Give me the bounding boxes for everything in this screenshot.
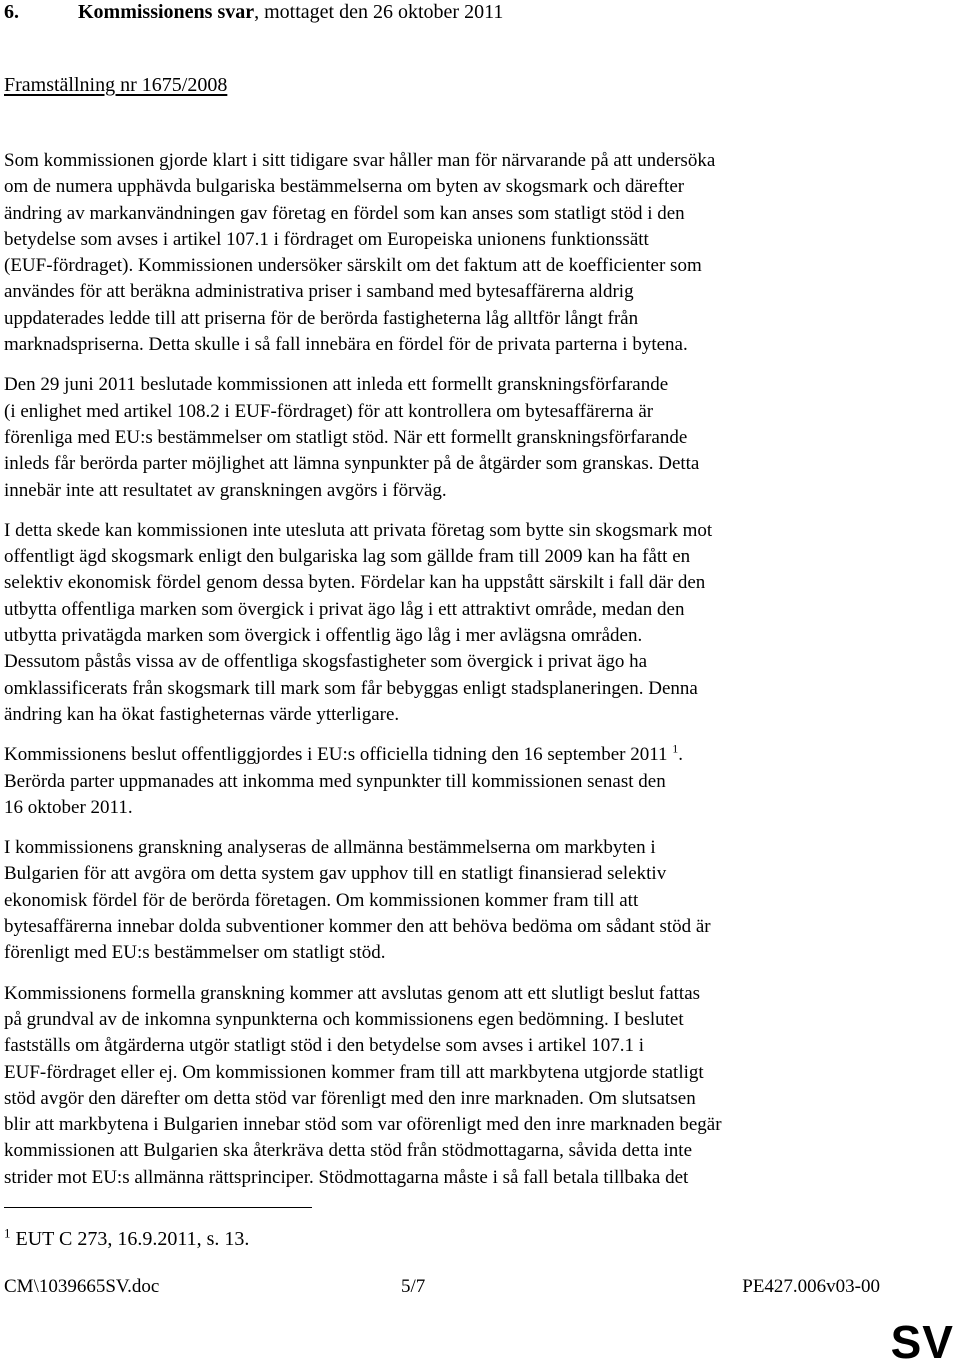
text-line (4, 742, 956, 768)
heading-title-rest: , mottaget den 26 oktober 2011 (254, 1, 504, 23)
footnote-reference[interactable]: 1 (672, 741, 679, 756)
text-line: utbytta privatägda marken som övergick i offentlig ägo låg i mer avlägsna områden. (4, 625, 643, 647)
text-line: (EUF-fördraget). Kommissionen undersöker särskilt om det faktum att de koefficienter som (4, 255, 702, 277)
petition-reference: Framställning nr 1675/2008 (4, 74, 228, 96)
text-line: Den 29 juni 2011 beslutade kommissionen att inleda ett formellt granskningsförfarande (4, 374, 669, 396)
footnote-divider (4, 1207, 312, 1208)
text-line: offentligt ägd skogsmark enligt den bulgariska lag som gällde fram till 2009 kan ha fått en (4, 546, 691, 568)
text-line: inleds får berörda parter möjlighet att lämna synpunkter på de åtgärder som granskas. Detta (4, 453, 700, 475)
text-line: I detta skede kan kommissionen inte utesluta att privata företag som bytte sin skogsmark mot (4, 519, 713, 541)
text-line: selektiv ekonomisk fördel genom dessa byten. Fördelar kan ha uppstått särskilt i fall där den (4, 572, 706, 594)
text-line-content: Kommissionens beslut offentliggjordes i EU:s officiella tidning den 16 september 2011 (4, 744, 668, 766)
paragraph-5 (4, 835, 956, 966)
heading-title-bold: Kommissionens svar (78, 1, 255, 23)
document-page (4, 0, 956, 1366)
footer-document-id: CM\1039665SV.doc (4, 1276, 160, 1297)
text-line: kommissionen att Bulgarien ska återkräva detta stöd från stödmottagarna, såvida detta inte (4, 1140, 693, 1162)
footnote-text: EUT C 273, 16.9.2011, s. 13. (10, 1228, 250, 1250)
text-line: I kommissionens granskning analyseras de allmänna bestämmelserna om markbyten i (4, 837, 656, 859)
text-line: fastställs om åtgärderna utgör statligt stöd i den betydelse som avses i artikel 107.1 i (4, 1035, 645, 1057)
text-line: användes för att beräkna administrativa priser i samband med bytesaffärerna aldrig (4, 281, 634, 303)
text-line: ekonomisk fördel för de berörda företagen. Om kommissionen kommer fram till att (4, 889, 639, 911)
sentence-period: . (678, 744, 683, 766)
text-line: innebär inte att resultatet av granskningen avgörs i förväg. (4, 479, 447, 501)
text-line: uppdaterades ledde till att priserna för de berörda fastigheterna låg alltför långt från (4, 307, 639, 329)
paragraph-4 (4, 742, 956, 821)
text-line: Dessutom påstås vissa av de offentliga skogsfastigheter som övergick i privat ägo ha (4, 651, 648, 673)
text-line: ändring kan ha ökat fastigheternas värde ytterligare. (4, 703, 400, 725)
text-line: Som kommissionen gjorde klart i sitt tidigare svar håller man för närvarande på att undersöka (4, 150, 716, 171)
section-heading (4, 0, 503, 24)
text-line: marknadspriserna. Detta skulle i så fall innebära en fördel för de privata parterna i bytena. (4, 334, 688, 356)
footnote (4, 1225, 249, 1253)
text-line: stöd avgör den därefter om detta stöd var förenligt med den inre marknaden. Om slutsatsen (4, 1087, 696, 1109)
paragraph-2 (4, 372, 956, 503)
paragraph-3 (4, 518, 956, 728)
text-line: om de numera upphävda bulgariska bestämmelserna om byten av skogsmark och därefter (4, 176, 685, 198)
text-line: blir att markbytena i Bulgarien innebar stöd som var oförenligt med den inre marknaden begär (4, 1114, 722, 1136)
text-line: Kommissionens formella granskning kommer att avslutas genom att ett slutligt beslut fattas (4, 982, 701, 1004)
body-text (4, 148, 956, 1205)
text-line: (i enlighet med artikel 108.2 i EUF-fördraget) för att kontrollera om bytesaffärerna är (4, 400, 654, 422)
text-line: ändring av markanvändningen gav företag en fördel som kan anses som statligt stöd i den (4, 202, 685, 224)
text-line: förenligt med EU:s bestämmelser om statligt stöd. (4, 942, 386, 964)
text-line: omklassificerats från skogsmark till mark som får bebyggas enligt stadsplaneringen. Denna (4, 677, 698, 699)
text-line: Bulgarien för att avgöra om detta system gav upphov till en statligt finansierad selektiv (4, 863, 667, 885)
text-line: 16 oktober 2011. (4, 796, 133, 818)
section-number: 6. (4, 1, 19, 23)
text-line: Berörda parter uppmanades att inkomma med synpunkter till kommissionen senast den (4, 770, 666, 792)
paragraph-6 (4, 981, 956, 1191)
text-line: strider mot EU:s allmänna rättsprinciper. Stödmottagarna måste i så fall betala tillbaka det (4, 1166, 689, 1188)
paragraph-1 (4, 148, 956, 358)
footer-reference: PE427.006v03-00 (742, 1276, 880, 1297)
footnote-number: 1 (4, 1225, 11, 1241)
text-line: EUF-fördraget eller ej. Om kommissionen kommer fram till att markbytena utgjorde statligt (4, 1061, 704, 1083)
text-line: utbytta offentliga marken som övergick i privat ägo låg i ett attraktivt område, medan den (4, 598, 685, 620)
footer-page-number: 5/7 (401, 1276, 426, 1297)
text-line: på grundval av de inkomna synpunkterna och kommissionens egen bedömning. I beslutet (4, 1008, 684, 1030)
text-line: bytesaffärerna innebar dolda subventioner kommer den att behöva bedöma om sådant stöd är (4, 916, 711, 938)
text-line: förenliga med EU:s bestämmelser om statligt stöd. När ett formellt granskningsförfarande (4, 426, 688, 448)
text-line: betydelse som avses i artikel 107.1 i fördraget om Europeiska unionens funktionssätt (4, 228, 649, 250)
language-badge: SV (890, 1316, 954, 1368)
